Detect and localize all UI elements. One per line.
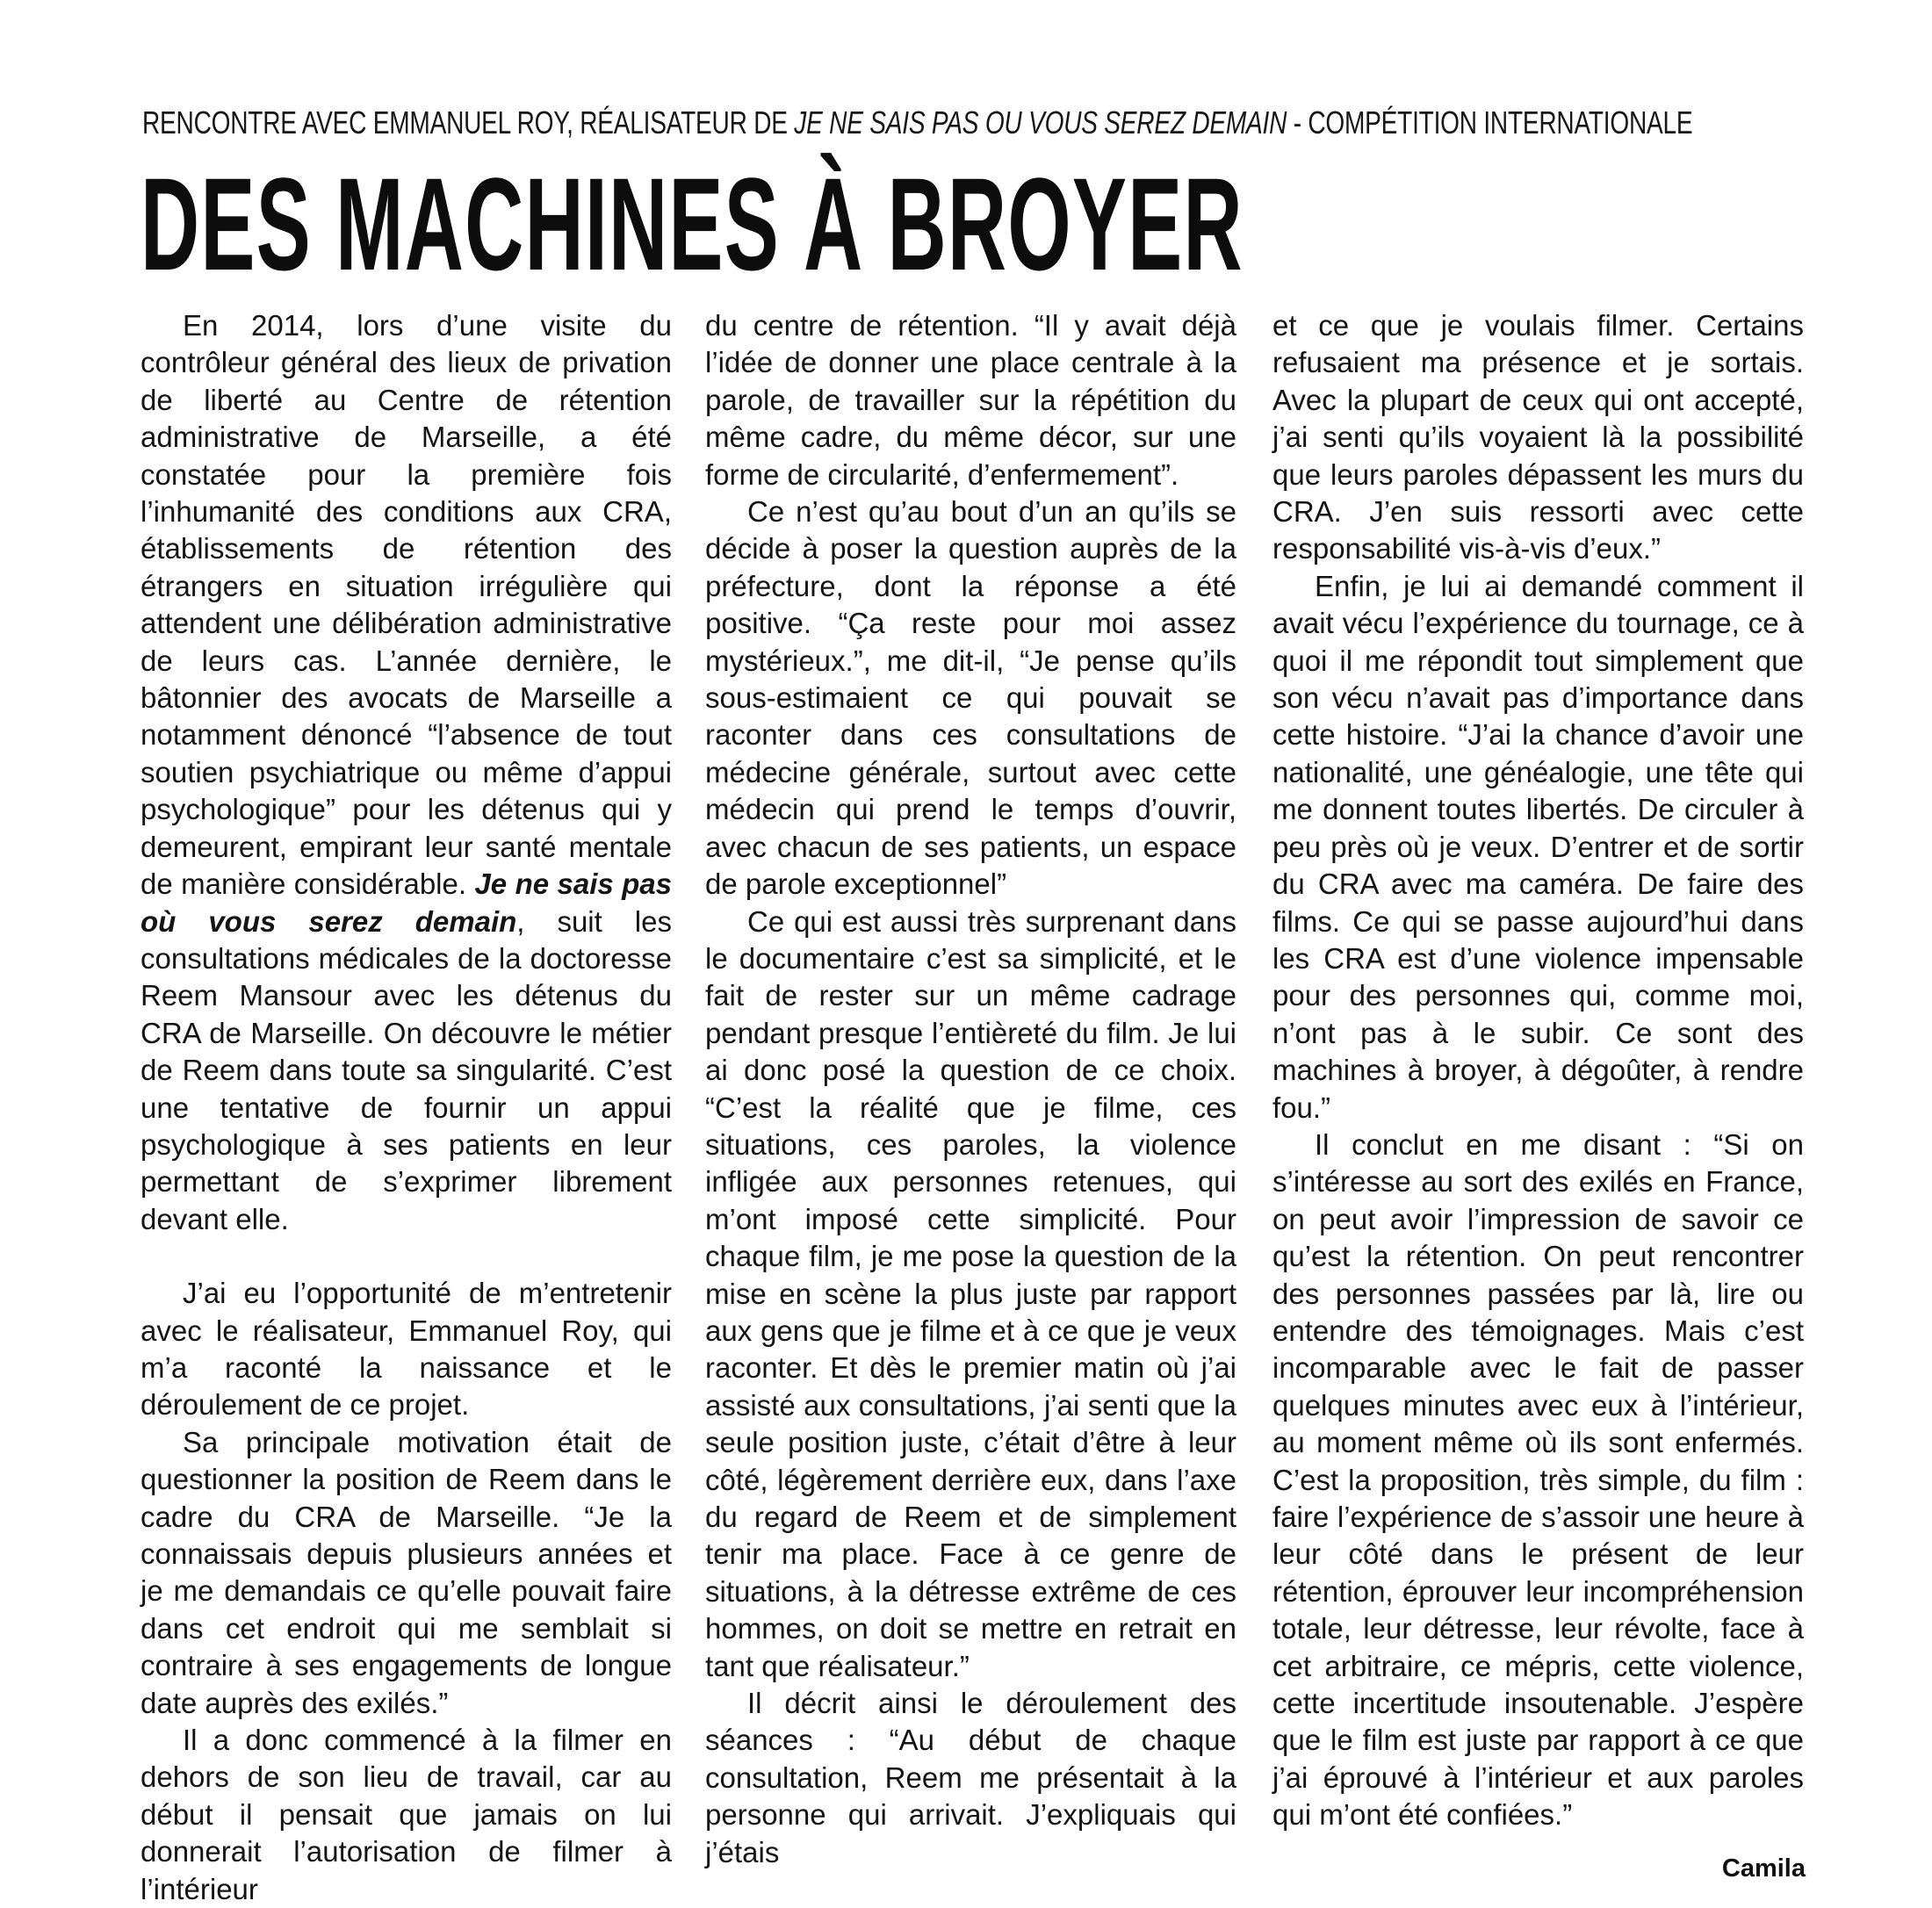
paragraph: Il a donc commencé à la filmer en dehors de son lieu de travail, car au début il pensait que jamais on lui donnerait l’autorisation de filmer à l’intérieur (141, 1724, 672, 1905)
author-signature: Camila (1721, 1854, 1806, 1883)
paragraph: Il décrit ainsi le déroulement des séances : “Au début de chaque consultation, Reem me présentait à la personne qui arrivait. J’expliquais qui j’étais (705, 1687, 1236, 1868)
paragraph: Il conclut en me disant : “Si on s’intéresse au sort des exilés en France, on peut avoir l’impression de savoir ce qu’est la rétention. On peut rencontrer des personnes passées par là, lire ou entendre des témoignages. Mais c’est incomparable avec le fait de passer quelques minutes avec eux à l’intérieur, au moment même où ils sont enfermés. C’est la proposition, très simple, du film : faire l’expérience de s’assoir une heure à leur côté dans le présent de leur rétention, éprouver leur incompréhension totale, leur détresse, leur révolte, face à cet arbitraire, ce mépris, cette violence, cette incertitude insoutenable. J’espère que le film est juste par rapport à ce que j’ai éprouvé à l’intérieur et aux paroles qui m’ont été confiées.” (1272, 1127, 1804, 1832)
paragraph: du centre de rétention. “Il y avait déjà l’idée de donner une place centrale à la parole, de travailler sur la répétition du même cadre, du même décor, sur une forme de circularité, d’enfermement”. (705, 309, 1236, 491)
kicker-prefix: RENCONTRE AVEC EMMANUEL ROY, RÉALISATEUR DE (142, 104, 795, 140)
text-column-3 (1272, 307, 1804, 1834)
paragraph (141, 307, 672, 1238)
text-column-2 (705, 307, 1236, 1871)
article-headline: DES MACHINES À BROYER (141, 150, 1244, 298)
kicker-suffix: - COMPÉTITION INTERNATIONALE (1287, 104, 1693, 140)
paragraph-text: , suit les consultations médicales de la doctoresse Reem Mansour avec les détenus du CRA de Marseille. On découvre le métier de Reem dans toute sa singularité. C’est une tentative de fournir un appui psychologique à ses patients en leur permettant de s’exprimer librement devant elle. (141, 904, 672, 1235)
paragraph: Ce qui est aussi très surprenant dans le documentaire c’est sa simplicité, et le fait de rester sur un même cadrage pendant presque l’entièreté du film. Je lui ai donc posé la question de ce choix. “C’est la réalité que je filme, ces situations, ces paroles, la violence infligée aux personnes retenues, qui m’ont imposé cette simplicité. Pour chaque film, je me pose la question de la mise en scène la plus juste par rapport aux gens que je filme et à ce que je veux raconter. Et dès le premier matin où j’ai assisté aux consultations, j’ai senti que la seule position juste, c’était d’être à leur côté, légèrement derrière eux, dans l’axe du regard de Reem et de simplement tenir ma place. Face à ce genre de situations, à la détresse extrême de ces hommes, on doit se mettre en retrait en tant que réalisateur.” (705, 904, 1236, 1682)
paragraph: et ce que je voulais filmer. Certains refusaient ma présence et je sortais. Avec la plupart de ceux qui ont accepté, j’ai senti qu’ils voyaient là la possibilité que leurs paroles dépassent les murs du CRA. J’en suis ressorti avec cette responsabilité vis-à-vis d’eux.” (1272, 309, 1804, 565)
text-column-1 (141, 307, 672, 1908)
article-kicker (142, 104, 1693, 142)
paragraph-text: En 2014, lors d’une visite du contrôleur général des lieux de privation de liberté au Centre de rétention administrative de Marseille, a été constatée pour la première fois l’inhumanité des conditions aux CRA, établissements de rétention des étrangers en situation irrégulière qui attendent une délibération administrative de leurs cas. L’année dernière, le bâtonnier des avocats de Marseille a notamment dénoncé “l’absence de tout soutien psychiatrique ou même d’appui psychologique” pour les détenus qui y demeurent, empirant leur santé mentale de manière considérable. (141, 309, 672, 901)
paragraph: Sa principale motivation était de questionner la position de Reem dans le cadre du CRA de Marseille. “Je la connaissais depuis plusieurs années et je me demandais ce qu’elle pouvait faire dans cet endroit qui me semblait si contraire à ses engagements de longue date auprès des exilés.” (141, 1425, 672, 1719)
kicker-film-title: JE NE SAIS PAS OU VOUS SEREZ DEMAIN (794, 104, 1287, 140)
film-title: Je ne sais pas où vous serez demain (141, 868, 672, 938)
paragraph: Ce n’est qu’au bout d’un an qu’ils se décide à poser la question auprès de la préfecture, dont la réponse a été positive. “Ça reste pour moi assez mystérieux.”, me dit-il, “Je pense qu’ils sous-estimaient ce qui pouvait se raconter dans ces consultations de médecine générale, surtout avec cette médecin qui prend le temps d’ouvrir, avec chacun de ses patients, un espace de parole exceptionnel” (705, 495, 1236, 901)
paragraph: Enfin, je lui ai demandé comment il avait vécu l’expérience du tournage, ce à quoi il me répondit tout simplement que son vécu n’avait pas d’importance dans cette histoire. “J’ai la chance d’avoir une nationalité, une généalogie, une tête qui me donnent toutes libertés. De circuler à peu près où je veux. D’entrer et de sortir du CRA avec ma caméra. De faire des films. Ce qui se passe aujourd’hui dans les CRA est d’une violence impensable pour des personnes qui, comme moi, n’ont pas à le subir. Ce sont des machines à broyer, à dégoûter, à rendre fou.” (1272, 569, 1804, 1124)
paragraph: J’ai eu l’opportunité de m’entretenir avec le réalisateur, Emmanuel Roy, qui m’a raconté la naissance et le déroulement de ce projet. (141, 1277, 672, 1422)
